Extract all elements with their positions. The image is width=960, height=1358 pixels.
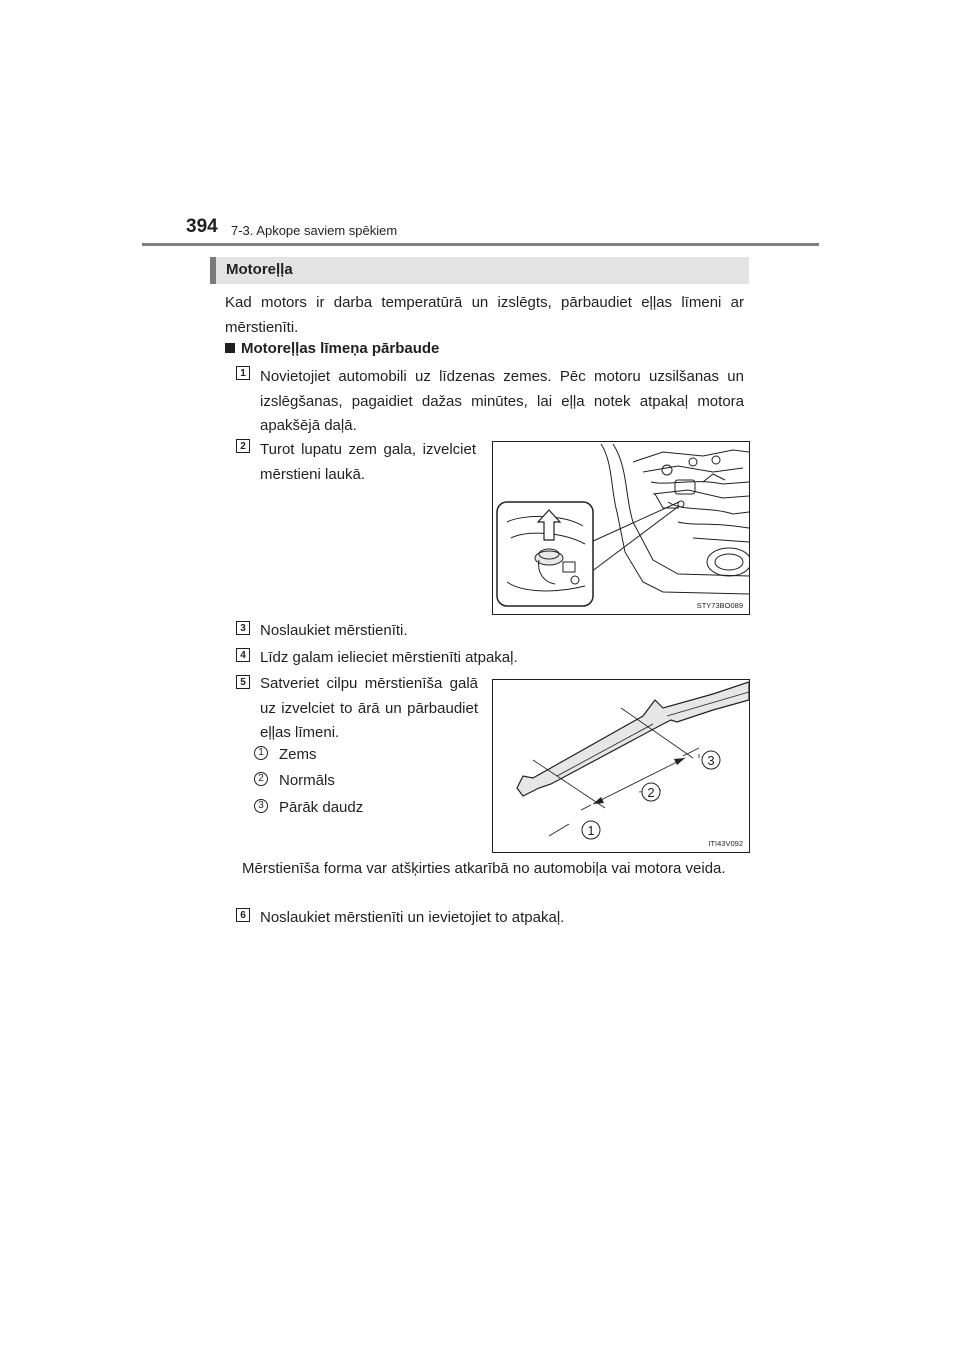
page-number: 394 — [186, 216, 218, 237]
step-1-text: Novietojiet automobili uz līdzenas zemes. Pēc motoru uzsilšanas un izslēgšanas, pagaidiet dažas minūtes, lai eļļa notek atpakaļ motora apakšējā daļā. — [260, 368, 744, 434]
engine-figure-code: STY73BO089 — [696, 601, 743, 610]
step-6-text: Noslaukiet mērstienīti un ievietojiet to atpakaļ. — [260, 909, 565, 926]
note-paragraph: Mērstienīša forma var atšķirties atkarībā no automobiļa vai motora veida. — [242, 860, 726, 877]
dipstick-figure-code: ITI43V092 — [708, 839, 743, 848]
legend-marker-1: 1 — [254, 746, 268, 760]
section-title: Motoreļļa — [226, 261, 293, 278]
subsection-title: Motoreļļas līmeņa pārbaude — [241, 340, 440, 357]
callout-1: 1 — [587, 823, 595, 838]
step-5-text: Satveriet cilpu mērstienīša galā uz izvelciet to ārā un pārbaudiet eļļas līmeni. — [260, 675, 478, 741]
step-4-text: Līdz galam ielieciet mērstienīti atpakaļ. — [260, 649, 518, 666]
step-number-2: 2 — [236, 439, 250, 453]
step-number-3: 3 — [236, 621, 250, 635]
step-number-6: 6 — [236, 908, 250, 922]
square-bullet-icon — [225, 343, 235, 353]
engine-dipstick-figure — [492, 441, 750, 615]
step-number-1: 1 — [236, 366, 250, 380]
legend-label-too-much: Pārāk daudz — [279, 799, 364, 816]
step-2-text: Turot lupatu zem gala, izvelciet mērstieni laukā. — [260, 441, 476, 483]
step-number-4: 4 — [236, 648, 250, 662]
legend-marker-3: 3 — [254, 799, 268, 813]
callout-3: 3 — [707, 753, 715, 768]
engine-bay-illustration — [493, 442, 749, 614]
intro-paragraph: Kad motors ir darba temperatūrā un izslēgts, pārbaudiet eļļas līmeni ar mērstienīti. — [225, 294, 744, 336]
step-number-5: 5 — [236, 675, 250, 689]
legend-label-normal: Normāls — [279, 772, 335, 789]
subsection-heading — [225, 340, 439, 357]
callout-2: 2 — [647, 785, 655, 800]
legend-marker-2: 2 — [254, 772, 268, 786]
chapter-title: 7-3. Apkope saviem spēkiem — [231, 223, 398, 238]
legend-label-low: Zems — [279, 746, 317, 763]
dipstick-level-figure — [492, 679, 750, 853]
dipstick-illustration — [493, 680, 749, 852]
header-divider — [142, 243, 819, 246]
step-3-text: Noslaukiet mērstienīti. — [260, 622, 408, 639]
